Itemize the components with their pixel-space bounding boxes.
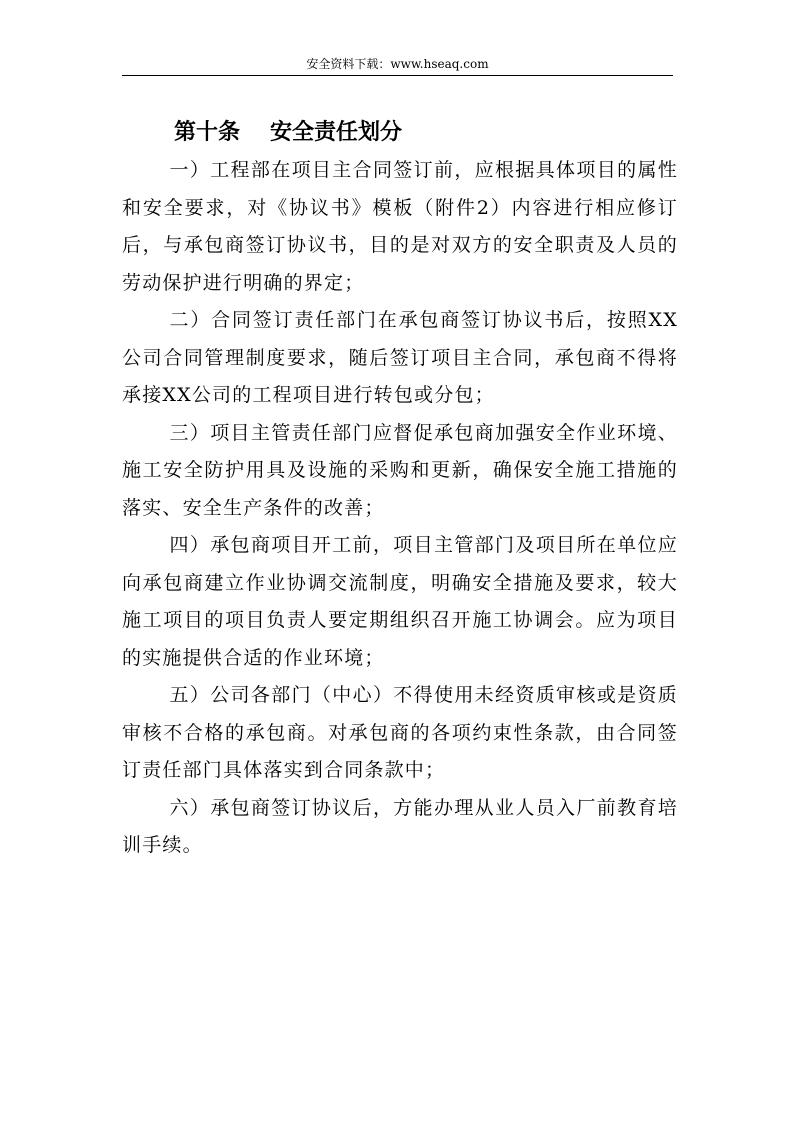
paragraph-6: 六）承包商签订协议后，方能办理从业人员入厂前教育培训手续。 (122, 796, 678, 856)
paragraph-3: 三）项目主管责任部门应督促承包商加强安全作业环境、施工安全防护用具及设施的采购和更新，确保安全施工措施的落实、安全生产条件的改善； (122, 421, 678, 519)
document-body (122, 112, 678, 865)
article-heading: 安全责任划分 (270, 119, 403, 145)
paragraph-4: 四）承包商项目开工前，项目主管部门及项目所在单位应向承包商建立作业协调交流制度，明确安全措施及要求，较大施工项目的项目负责人要定期组织召开施工协调会。应为项目的实施提供合适的作业环境； (122, 534, 678, 669)
article-number: 第十条 (174, 119, 241, 145)
page-header (122, 55, 673, 76)
paragraph-5: 五）公司各部门（中心）不得使用未经资质审核或是资质审核不合格的承包商。对承包商的各项约束性条款，由合同签订责任部门具体落实到合同条款中； (122, 684, 678, 781)
header-text: 安全资料下载：www.hseaq.com (306, 57, 489, 71)
paragraph-1: 一）工程部在项目主合同签订前，应根据具体项目的属性和安全要求，对《协议书》模板（附件2）内容进行相应修订后，与承包商签订协议书，目的是对双方的安全职责及人员的劳动保护进行明确的界定； (122, 159, 678, 294)
paragraph-2: 二）合同签订责任部门在承包商签订协议书后，按照XX公司合同管理制度要求，随后签订项目主合同，承包商不得将承接XX公司的工程项目进行转包或分包； (122, 309, 678, 406)
article-title (174, 112, 678, 152)
